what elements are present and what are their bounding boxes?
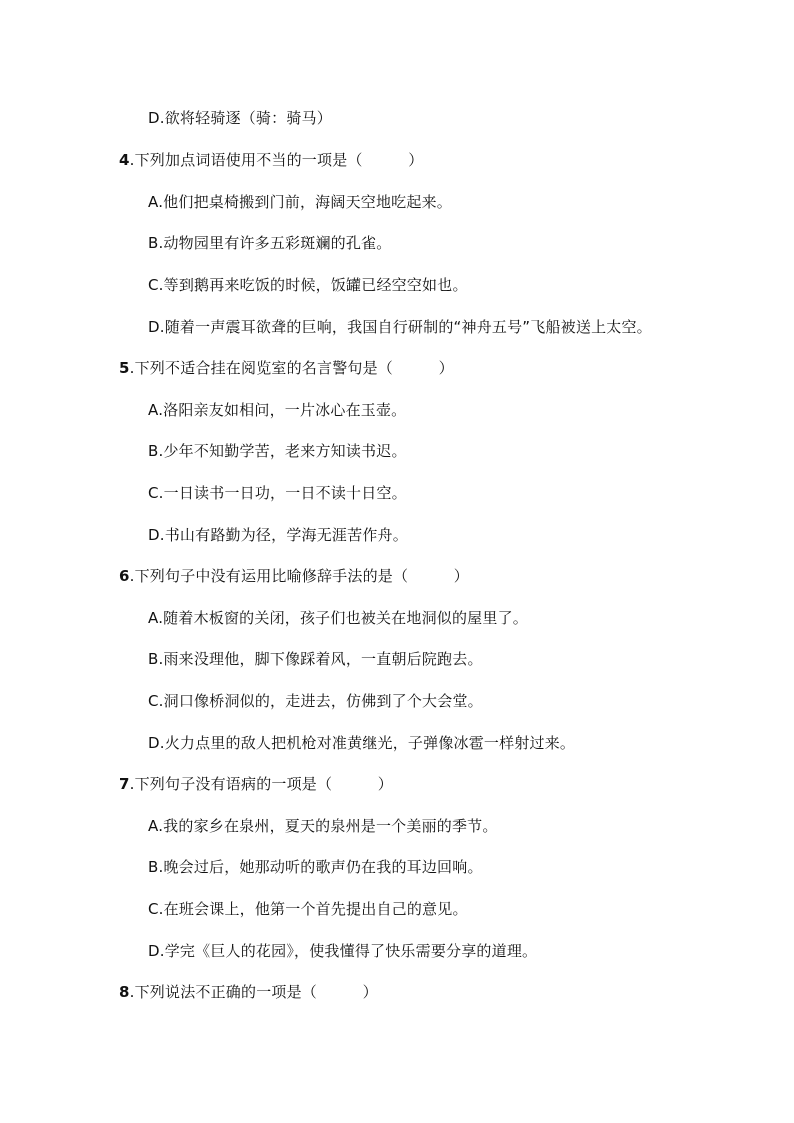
option-5c xyxy=(148,483,407,503)
question-7 xyxy=(119,774,393,794)
question-number: 4 xyxy=(119,151,130,169)
option-6b xyxy=(148,649,483,669)
question-text: .下列说法不正确的一项是（ ） xyxy=(129,983,378,1001)
question-text: .下列句子没有语病的一项是（ ） xyxy=(129,775,394,793)
option-text: A.我的家乡在泉州，夏天的泉州是一个美丽的季节。 xyxy=(148,817,498,835)
option-6a xyxy=(148,608,528,628)
option-text: D.随着一声震耳欲聋的巨响，我国自行研制的“神舟五号”飞船被送上太空。 xyxy=(148,318,652,336)
option-text: B.晚会过后，她那动听的歌声仍在我的耳边回响。 xyxy=(148,858,483,876)
option-5d xyxy=(148,525,408,545)
question-number: 8 xyxy=(119,983,130,1001)
option-text: D.火力点里的敌人把机枪对准黄继光，子弹像冰雹一样射过来。 xyxy=(148,734,576,752)
option-3d xyxy=(148,108,332,128)
option-text: C.洞口像桥洞似的，走进去，仿佛到了个大会堂。 xyxy=(148,692,483,710)
option-5a xyxy=(148,400,406,420)
option-text: A.洛阳亲友如相问，一片冰心在玉壶。 xyxy=(148,401,407,419)
option-7d xyxy=(148,941,537,961)
option-5b xyxy=(148,441,407,461)
option-6d xyxy=(148,733,575,753)
question-6 xyxy=(119,566,469,586)
option-6c xyxy=(148,691,483,711)
question-number: 5 xyxy=(119,359,130,377)
option-text: B.少年不知勤学苦，老来方知读书迟。 xyxy=(148,442,407,460)
question-text: .下列句子中没有运用比喻修辞手法的是（ ） xyxy=(129,567,470,585)
question-4 xyxy=(119,150,423,170)
question-text: .下列加点词语使用不当的一项是（ ） xyxy=(129,151,424,169)
option-4d xyxy=(148,317,652,337)
option-4b xyxy=(148,233,391,253)
option-text: A.随着木板窗的关闭，孩子们也被关在地洞似的屋里了。 xyxy=(148,609,528,627)
option-7c xyxy=(148,899,468,919)
question-8 xyxy=(119,982,378,1002)
question-5 xyxy=(119,358,454,378)
option-4a xyxy=(148,192,452,212)
option-7b xyxy=(148,857,483,877)
question-text: .下列不适合挂在阅览室的名言警句是（ ） xyxy=(129,359,454,377)
option-text: D.书山有路勤为径，学海无涯苦作舟。 xyxy=(148,526,408,544)
question-number: 6 xyxy=(119,567,130,585)
option-text: A.他们把桌椅搬到门前，海阔天空地吃起来。 xyxy=(148,193,452,211)
option-text: C.在班会课上，他第一个首先提出自己的意见。 xyxy=(148,900,468,918)
option-7a xyxy=(148,816,498,836)
option-4c xyxy=(148,275,468,295)
option-text: B.雨来没理他，脚下像踩着风，一直朝后院跑去。 xyxy=(148,650,483,668)
option-text: C.等到鹅再来吃饭的时候，饭罐已经空空如也。 xyxy=(148,276,468,294)
option-text: C.一日读书一日功，一日不读十日空。 xyxy=(148,484,407,502)
question-number: 7 xyxy=(119,775,130,793)
option-text: B.动物园里有许多五彩斑斓的孔雀。 xyxy=(148,234,392,252)
option-text: D.欲将轻骑逐（骑：骑马） xyxy=(148,109,332,127)
option-text: D.学完《巨人的花园》，使我懂得了快乐需要分享的道理。 xyxy=(148,942,538,960)
